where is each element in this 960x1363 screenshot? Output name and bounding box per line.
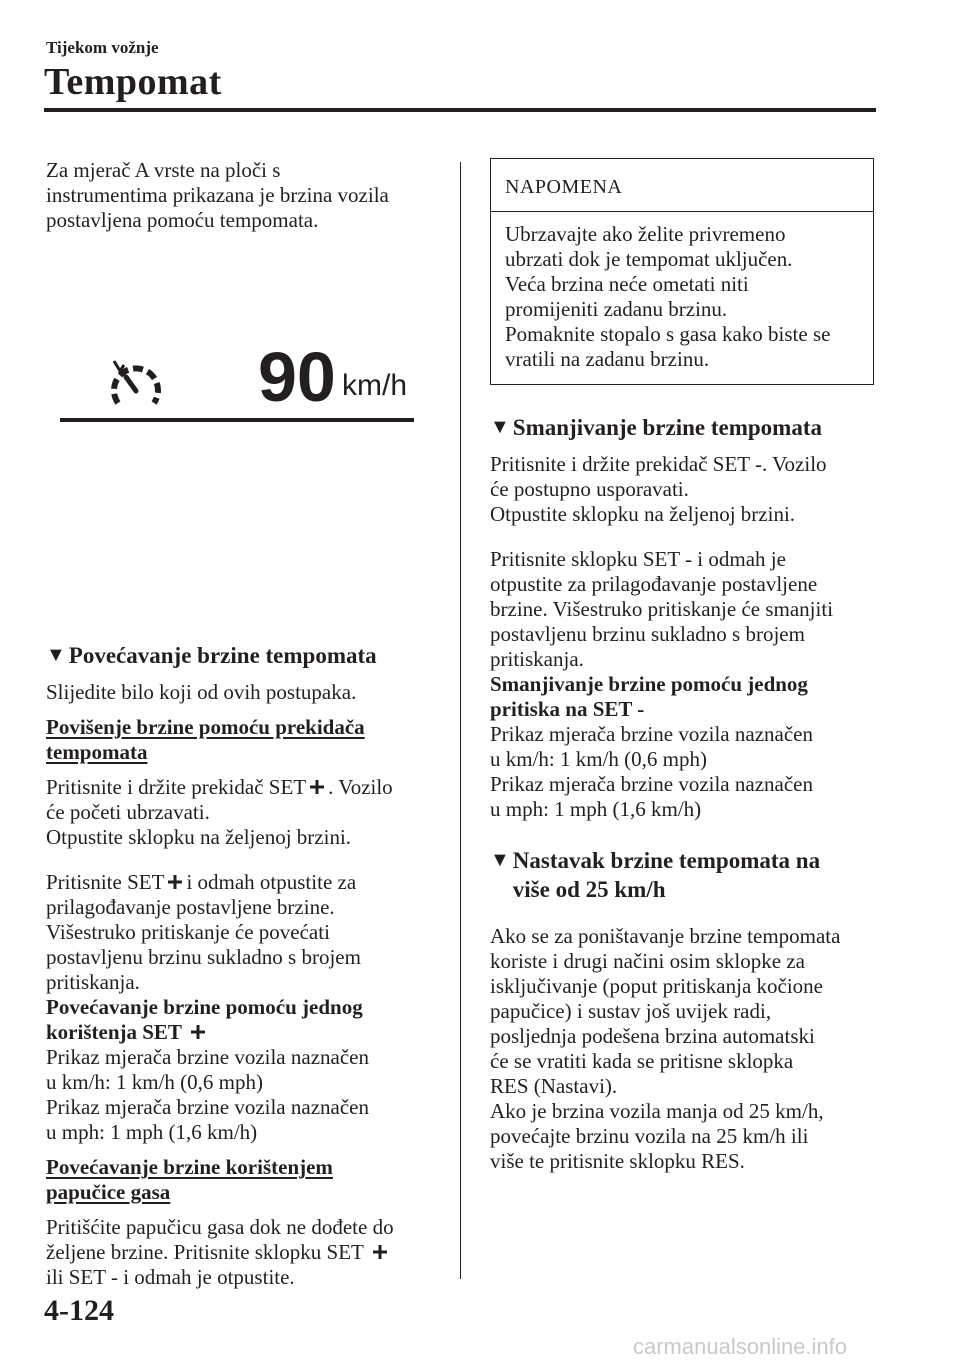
plus-icon xyxy=(190,1024,206,1040)
page-number: 4-124 xyxy=(44,1294,114,1327)
subheading-switch-method: Povišenje brzine pomoću prekidača tempomata xyxy=(46,715,365,764)
paragraph-resume: Ako se za poništavanje brzine tempomata koriste i drugi načini osim sklopke za isključivanje (poput pritiskanja kočione papučice) i sustav još uvijek radi, posljednja podešena brzina automatski će se vratiti kada se pritisne sklopka RES (Nastavi). Ako je brzina vozila manja od 25 km/h, povećajte brzinu vozila na 25 km/h ili više te pritisnite sklopku RES. xyxy=(490,924,841,1173)
header-rule xyxy=(44,108,876,112)
gauge-underline xyxy=(60,418,414,422)
triangle-down-icon: ▼ xyxy=(46,644,66,666)
note-text: Ubrzavajte ako želite privremeno ubrzati dok je tempomat uključen. Veća brzina neće ometati niti promijeniti zadanu brzinu. Pomaknite stopalo s gasa kako biste se vratili na zadanu brzinu. xyxy=(505,222,831,371)
plus-icon xyxy=(309,779,325,795)
left-column xyxy=(46,158,446,1290)
heading-decrease-speed: ▼ Smanjivanje brzine tempomata xyxy=(490,415,822,440)
increase-lead: Slijedite bilo koji od ovih postupaka. xyxy=(46,680,357,704)
heading-increase-speed: ▼ Povećavanje brzine tempomata xyxy=(46,643,377,668)
plus-icon xyxy=(372,1244,388,1260)
intro-paragraph: Za mjerač A vrste na ploči s instrumentima prikazana je brzina vozila postavljena pomoću tempomata. xyxy=(46,158,389,232)
speed-value: 90 xyxy=(258,338,336,416)
triangle-down-icon: ▼ xyxy=(490,849,510,871)
column-divider xyxy=(460,162,461,1279)
watermark: carmanualsonline.info xyxy=(633,1334,848,1359)
cruise-speedometer-icon xyxy=(108,357,164,413)
paragraph-tap-set-minus: Pritisnite sklopku SET - i odmah je otpustite za prilagođavanje postavljene brzine. Višestruko pritiskanje će smanjiti postavljenu brzinu sukladno s brojem pritiskanja. Smanjivanje brzine pomoću jednog pritiska na SET - Prikaz mjerača brzine vozila naznačen u km/h: 1 km/h (0,6 mph) Prikaz mjerača brzine vozila naznačen u mph: 1 mph (1,6 km/h) xyxy=(490,547,834,821)
note-box xyxy=(490,158,874,385)
paragraph-hold-set-minus: Pritisnite i držite prekidač SET -. Vozilo će postupno usporavati. Otpustite sklopku na željenoj brzini. xyxy=(490,452,827,526)
subheading-pedal-method: Povećavanje brzine korištenjem papučice gasa xyxy=(46,1155,333,1204)
section-label: Tijekom vožnje xyxy=(46,38,159,57)
right-column xyxy=(490,158,878,1174)
paragraph-hold-set: Pritisnite i držite prekidač SET . Vozilo će početi ubrzavati. Otpustite sklopku na željenoj brzini. xyxy=(46,775,393,849)
speed-unit: km/h xyxy=(342,369,408,402)
heading-resume-speed: ▼ Nastavak brzine tempomata na više od 25 km/h xyxy=(490,848,821,902)
note-title: NAPOMENA xyxy=(505,176,623,198)
paragraph-tap-set: Pritisnite SET i odmah otpustite za prilagođavanje postavljene brzine. Višestruko pritiskanje će povećati postavljenu brzinu sukladno s brojem pritiskanja. Povećavanje brzine pomoću jednog korištenja SET Prikaz mjerača brzine vozila naznačen u km/h: 1 km/h (0,6 mph) Prikaz mjerača brzine vozila naznačen u mph: 1 mph (1,6 km/h) xyxy=(46,870,369,1144)
page-title: Tempomat xyxy=(44,61,222,103)
speed-display-illustration xyxy=(46,241,446,471)
paragraph-pedal: Pritišćite papučicu gasa dok ne dođete do željene brzine. Pritisnite sklopku SET ili SET - i odmah je otpustite. xyxy=(46,1215,394,1289)
triangle-down-icon: ▼ xyxy=(490,416,510,438)
plus-icon xyxy=(167,874,183,890)
